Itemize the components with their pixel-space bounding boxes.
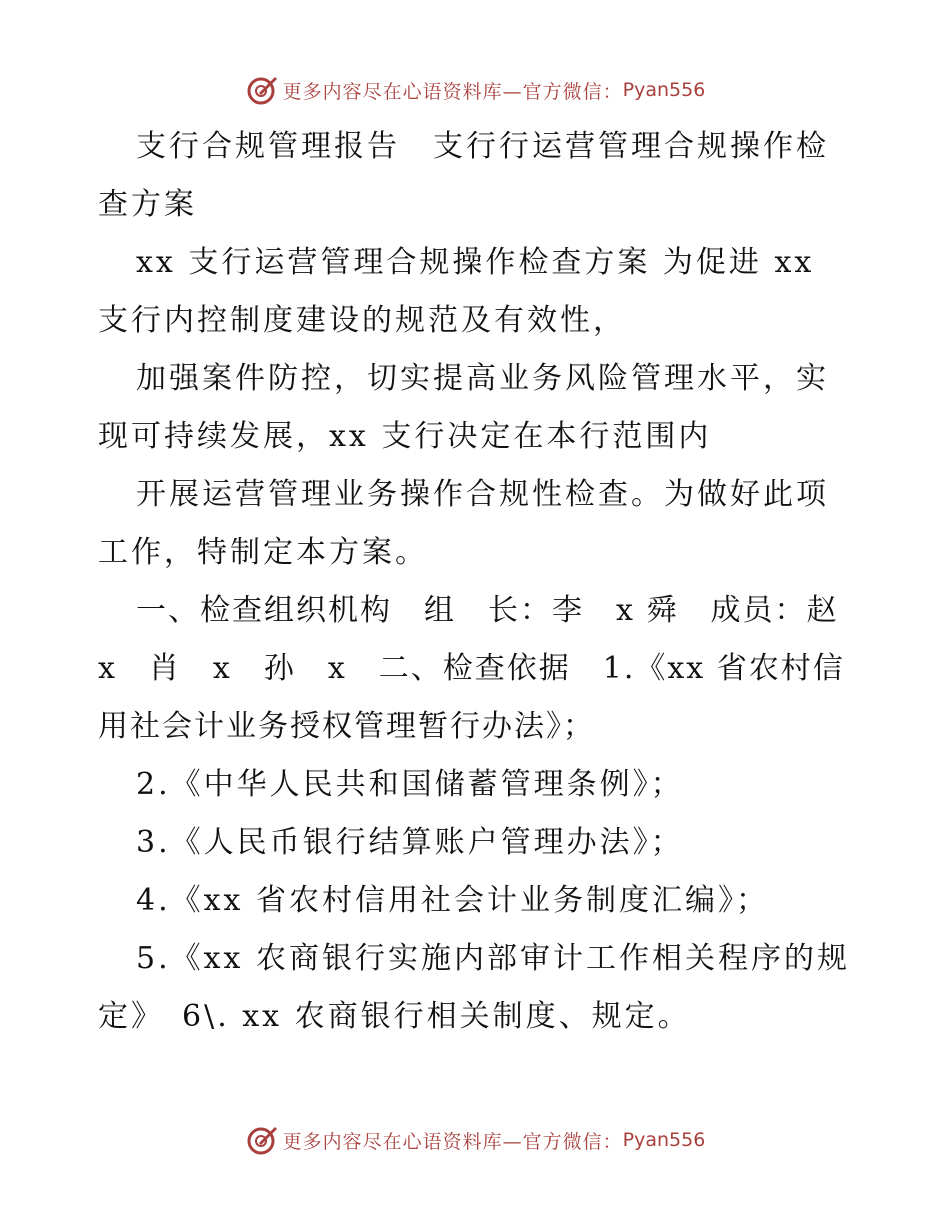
paragraph-organization-and-basis: 一、检查组织机构 组 长：李 x 舜 成员：赵 x 肖 x 孙 x 二、检查依据 1.《xx 省农村信用社会计业务授权管理暂行办法》；	[98, 593, 871, 744]
document-body	[98, 118, 871, 1046]
paragraph-basis-item-5-6: 5.《xx 农商银行实施内部审计工作相关程序的规定》 6\. xx 农商银行相关制度、规定。	[98, 941, 850, 1034]
banner-text: 更多内容尽在心语资料库—官方微信：	[282, 1130, 623, 1153]
pen-logo-icon	[245, 73, 279, 107]
footer-watermark-banner	[0, 1120, 950, 1160]
paragraph-basis-item-4: 4.《xx 省农村信用社会计业务制度汇编》；	[136, 883, 769, 918]
paragraph-scope: 开展运营管理业务操作合规性检查。为做好此项工作，特制定本方案。	[98, 477, 829, 570]
paragraph-basis-item-2: 2.《中华人民共和国储蓄管理条例》；	[136, 767, 684, 802]
banner-text: 更多内容尽在心语资料库—官方微信：	[282, 80, 623, 103]
header-watermark-banner	[0, 70, 950, 110]
paragraph-intro: xx 支行运营管理合规操作检查方案 为促进 xx 支行内控制度建设的规范及有效性，	[98, 245, 815, 338]
banner-wechat-handle: Pyan556	[622, 79, 706, 101]
pen-logo-icon	[245, 1123, 279, 1157]
paragraph-purpose: 加强案件防控，切实提高业务风险管理水平，实现可持续发展，xx 支行决定在本行范围内	[98, 361, 829, 454]
banner-wechat-handle: Pyan556	[622, 1129, 706, 1151]
paragraph-basis-item-3: 3.《人民币银行结算账户管理办法》；	[136, 825, 684, 860]
paragraph-title: 支行合规管理报告 支行行运营管理合规操作检查方案	[98, 129, 829, 222]
